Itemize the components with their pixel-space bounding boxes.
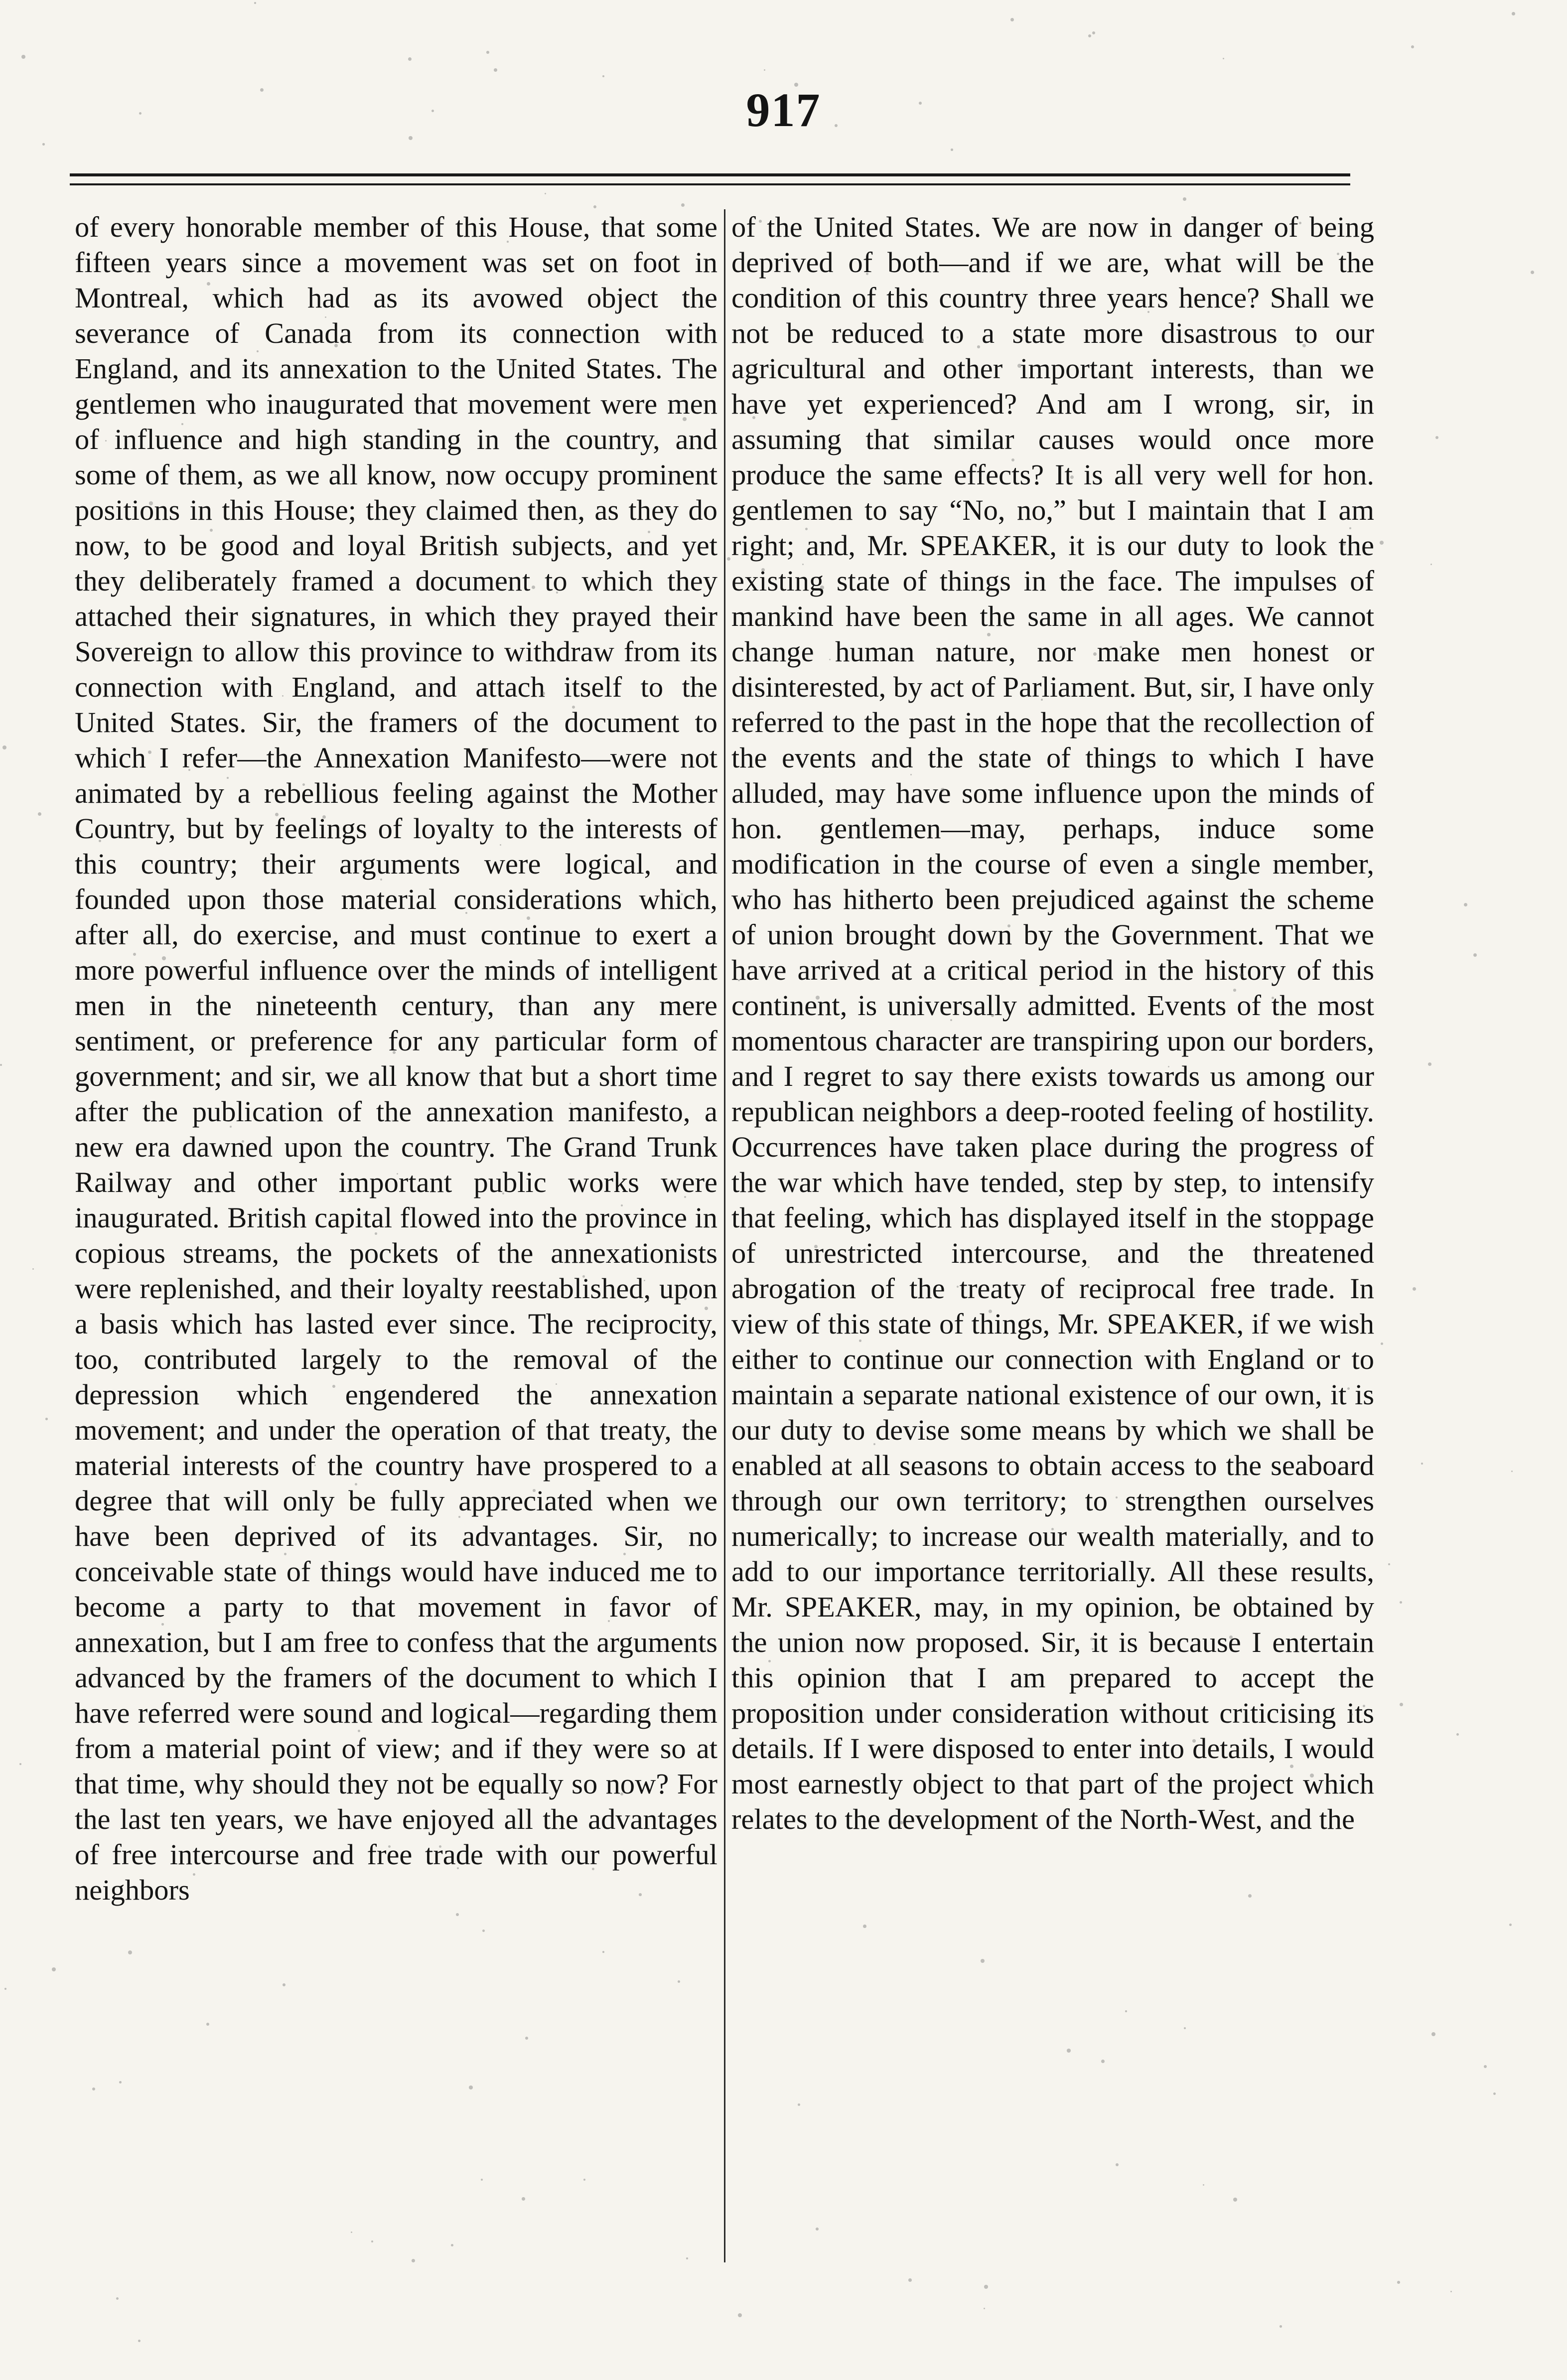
- paper-speck: [128, 1950, 132, 1954]
- paper-speck: [727, 557, 730, 561]
- paper-speck: [681, 203, 685, 207]
- paper-speck: [764, 69, 765, 71]
- paper-speck: [203, 1674, 206, 1677]
- paper-speck: [507, 241, 509, 243]
- paper-speck: [1092, 31, 1095, 34]
- paper-speck: [1261, 1580, 1263, 1582]
- paper-speck: [752, 1083, 754, 1084]
- paper-speck: [977, 345, 980, 348]
- paper-speck: [1421, 1463, 1423, 1465]
- right-column: [731, 209, 1374, 2277]
- paper-speck: [859, 1339, 861, 1342]
- paper-speck: [479, 1016, 481, 1018]
- paper-speck: [1233, 2198, 1237, 2202]
- left-column-text: of every honorable member of this House, that some fifteen years since a movement was set on foot in Montreal, which had as its avowed object the severance of Canada from its connection with England, and its annexation to the United States. The gentlemen who inaugurated that movement were men of influence and high standing in the country, and some of them, as we all know, now occupy prominent positions in this House; they claimed then, as they do now, to be good and loyal British subjects, and yet they deliberately framed a document to which they attached their signatures, in which they prayed their Sovereign to allow this province to withdraw from its connection with England, and attach itself to the United States. Sir, the framers of the document to which I refer—the Annexation Manifesto—were not animated by a rebellious feeling against the Mother Country, but by feelings of loyalty to the interests of this country; their arguments were logical, and founded upon those material considerations which, after all, do exercise, and must continue to exert a more powerful influence over the minds of intelligent men in the nineteenth century, than any mere sentiment, or preference for any particular form of government; and sir, we all know that but a short time after the publication of the annexation manifesto, a new era dawned upon the country. The Grand Trunk Railway and other important public works were inaugurated. British capital flowed into the province in copious streams, the pockets of the annexationists were replenished, and their loyalty reestablished, upon a basis which has lasted ever since. The reciprocity, too, contributed largely to the removal of the depression which engendered the annexation movement; and under the operation of that treaty, the material interests of the country have prospered to a degree that will only be fully appreciated when we have been deprived of its advantages. Sir, no conceivable state of things would have induced me to become a party to that movement in favor of annexation, but I am free to confess that the arguments advanced by the framers of the document to which I have referred were sound and logical—regarding them from a material point of view; and if they were so at that time, why should they not be equally so now? For the last ten years, we have enjoyed all the advantages of free intercourse and free trade with our powerful neighbors: [75, 211, 717, 1906]
- paper-speck: [593, 205, 596, 208]
- paper-speck: [1070, 475, 1074, 479]
- paper-speck: [738, 979, 740, 981]
- paper-speck: [1531, 271, 1534, 274]
- paper-speck: [148, 750, 151, 754]
- paper-speck: [556, 592, 558, 594]
- paper-speck: [522, 2197, 525, 2201]
- paper-speck: [623, 1553, 626, 1555]
- paper-speck: [103, 939, 106, 942]
- paper-speck: [1240, 973, 1244, 977]
- paper-speck: [1413, 1287, 1416, 1291]
- paper-speck: [761, 568, 765, 572]
- paper-speck: [1016, 1359, 1019, 1361]
- paper-speck: [19, 1763, 21, 1765]
- paper-speck: [814, 1245, 818, 1248]
- paper-speck: [45, 1418, 48, 1420]
- paper-speck: [1380, 541, 1384, 545]
- paper-speck: [1233, 989, 1236, 992]
- page-number: 917: [746, 83, 821, 137]
- paper-speck: [855, 1217, 859, 1221]
- paper-speck: [162, 956, 166, 960]
- paper-speck: [332, 1385, 335, 1388]
- paper-speck: [527, 916, 530, 920]
- paper-speck: [254, 2, 256, 4]
- paper-speck: [32, 1268, 34, 1270]
- paper-speck: [109, 381, 111, 383]
- paper-speck: [1290, 1765, 1293, 1768]
- paper-speck: [805, 528, 808, 530]
- right-column-text: of the United States. We are now in danger of being deprived of both—and if we are, what will be the condition of this country three years hence? Shall we not be reduced to a state more disastrous to our agricultural and other important interests, than we have yet experienced? And am I wrong, sir, in assuming that similar causes would once more produce the same effects? It is all very well for hon. gentlemen to say “No, no,” but I maintain that I am right; and, Mr. SPEAKER, it is our duty to look the existing state of things in the face. The impulses of mankind have been the same in all ages. We cannot change human nature, nor make men honest or disinterested, by act of Parliament. But, sir, I have only referred to the past in the hope that the recollection of the events and the state of things to which I have alluded, may have some influence upon the minds of hon. gentlemen—may, perhaps, induce some modification in the course of even a single member, who has hitherto been prejudiced against the scheme of union brought down by the Government. That we have arrived at a critical period in the history of this continent, is universally admitted. Events of the most momentous character are transpiring upon our borders, and I regret to say there exists towards us among our republican neighbors a deep-rooted feeling of hostility. Occurrences have taken place during the progress of the war which have tended, step by step, to intensify that feeling, which has displayed itself in the stoppage of unrestricted intercourse, and the threatened abrogation of the treaty of reciprocal free trade. In view of this state of things, Mr. SPEAKER, if we wish either to continue our connection with England or to maintain a separate national existence of our own, it is our duty to devise some means by which we shall be enabled at all seasons to obtain access to the seaboard through our own territory; to strengthen ourselves numerically; to increase our wealth materially, and to add to our importance territorially. All these results, Mr. SPEAKER, may, in my opinion, be obtained by the union now proposed. Sir, it is because I entertain this opinion that I am prepared to accept the proposition under consideration without criticising its details. If I were disposed to enter into details, I would most earnestly object to that part of the project which relates to the development of the North-West, and the: [731, 211, 1374, 1835]
- paper-speck: [494, 68, 497, 72]
- paper-speck: [322, 815, 326, 819]
- paper-speck: [259, 440, 263, 444]
- paper-speck: [469, 2085, 473, 2089]
- paper-speck: [42, 143, 45, 146]
- paper-speck: [181, 1678, 185, 1682]
- paper-speck: [1310, 1774, 1314, 1778]
- paper-speck: [820, 586, 824, 590]
- paper-speck: [1349, 527, 1351, 529]
- paper-speck: [119, 2081, 122, 2083]
- paper-speck: [409, 136, 413, 140]
- paper-speck: [1509, 1924, 1512, 1926]
- paper-speck: [752, 416, 755, 419]
- paper-speck: [486, 51, 489, 54]
- paper-speck: [1183, 197, 1186, 201]
- paper-speck: [1450, 2291, 1452, 2292]
- paper-speck: [1456, 1733, 1459, 1736]
- paper-speck: [908, 2278, 912, 2282]
- paper-speck: [639, 1893, 642, 1896]
- paper-speck: [458, 1516, 460, 1518]
- paper-speck: [794, 83, 798, 87]
- paper-speck: [1090, 1637, 1093, 1640]
- paper-speck: [510, 363, 513, 366]
- paper-speck: [412, 2259, 415, 2262]
- paper-speck: [1428, 1062, 1431, 1066]
- paper-speck: [941, 788, 945, 792]
- column-divider: [724, 209, 725, 2262]
- paper-speck: [1493, 2092, 1496, 2095]
- paper-speck: [1229, 1353, 1231, 1355]
- paper-speck: [1350, 1713, 1353, 1716]
- paper-speck: [920, 338, 924, 342]
- paper-speck: [984, 2308, 985, 2309]
- paper-speck: [502, 1035, 506, 1039]
- paper-speck: [2, 745, 6, 749]
- paper-speck: [525, 2037, 528, 2040]
- paper-speck: [1067, 2049, 1071, 2053]
- paper-speck: [1208, 1186, 1212, 1190]
- paper-speck: [375, 1232, 377, 1235]
- paper-speck: [121, 1424, 124, 1427]
- paper-speck: [1223, 58, 1224, 59]
- paper-speck: [1512, 12, 1515, 15]
- paper-speck: [863, 1925, 866, 1928]
- paper-speck: [545, 193, 546, 194]
- paper-speck: [991, 1014, 994, 1017]
- paper-speck: [1007, 924, 1010, 927]
- paper-speck: [314, 1465, 316, 1466]
- paper-speck: [1473, 953, 1477, 957]
- paper-speck: [1192, 1739, 1196, 1743]
- paper-speck: [149, 501, 153, 505]
- paper-speck: [21, 55, 25, 59]
- paper-speck: [284, 1553, 286, 1555]
- paper-speck: [1397, 2281, 1400, 2284]
- paper-speck: [542, 692, 545, 695]
- paper-speck: [602, 75, 604, 77]
- paper-speck: [981, 1959, 985, 1963]
- paper-speck: [0, 1064, 2, 1066]
- paper-speck: [738, 2313, 742, 2317]
- paper-speck: [647, 1300, 649, 1302]
- paper-speck: [161, 1623, 164, 1626]
- paper-speck: [159, 1071, 163, 1074]
- paper-speck: [431, 1568, 434, 1572]
- paper-speck: [816, 996, 820, 1000]
- paper-speck: [1088, 34, 1091, 37]
- paper-speck: [816, 2228, 819, 2231]
- paper-speck: [408, 57, 412, 61]
- paper-speck: [283, 1983, 285, 1986]
- paper-speck: [207, 282, 210, 286]
- header-rule-secondary: [70, 183, 1350, 185]
- paper-speck: [1229, 1636, 1233, 1639]
- paper-speck: [52, 1967, 56, 1971]
- paper-speck: [984, 2285, 988, 2289]
- paper-speck: [4, 1988, 6, 1990]
- paper-speck: [227, 777, 229, 779]
- paper-speck: [1411, 45, 1414, 48]
- paper-speck: [38, 812, 41, 816]
- paper-speck: [450, 368, 453, 371]
- paper-speck: [620, 1792, 623, 1795]
- paper-speck: [602, 1951, 604, 1953]
- paper-speck: [1092, 1648, 1094, 1650]
- paper-speck: [583, 2179, 585, 2181]
- paper-speck: [683, 417, 687, 421]
- paper-speck: [987, 633, 991, 636]
- paper-speck: [1435, 436, 1438, 439]
- paper-speck: [1511, 1471, 1513, 1472]
- paper-speck: [392, 1120, 394, 1122]
- paper-speck: [1101, 2060, 1105, 2063]
- paper-speck: [1400, 1703, 1403, 1706]
- paper-speck: [1044, 1284, 1047, 1287]
- paper-speck: [1484, 2065, 1487, 2068]
- paper-speck: [1010, 18, 1014, 21]
- paper-speck: [705, 1307, 708, 1310]
- paper-speck: [138, 2340, 141, 2342]
- paper-speck: [1400, 1601, 1402, 1604]
- paper-speck: [274, 294, 278, 298]
- paper-speck: [1017, 364, 1021, 368]
- paper-speck: [688, 549, 692, 553]
- paper-speck: [686, 2257, 688, 2259]
- paper-speck: [502, 1192, 504, 1194]
- paper-speck: [426, 1154, 427, 1156]
- paper-speck: [1431, 2032, 1435, 2036]
- paper-speck: [1272, 997, 1274, 999]
- paper-speck: [1093, 652, 1097, 656]
- paper-speck: [1041, 699, 1043, 701]
- paper-speck: [1381, 1342, 1383, 1345]
- paper-speck: [358, 1730, 360, 1732]
- left-column: [75, 209, 717, 2277]
- paper-speck: [456, 1913, 459, 1916]
- paper-speck: [989, 1310, 992, 1313]
- header-rule: [70, 173, 1350, 176]
- paper-speck: [302, 783, 305, 786]
- paper-speck: [925, 934, 929, 938]
- paper-speck: [181, 423, 183, 425]
- paper-speck: [1430, 564, 1432, 565]
- paper-speck: [900, 1821, 903, 1824]
- paper-speck: [1388, 1563, 1390, 1565]
- paper-speck: [1464, 903, 1467, 906]
- paper-speck: [1299, 222, 1301, 224]
- paper-speck: [951, 149, 953, 151]
- paper-speck: [116, 2297, 119, 2300]
- paper-speck: [418, 1396, 421, 1398]
- paper-speck: [1125, 2010, 1127, 2012]
- paper-speck: [533, 1489, 536, 1492]
- paper-speck: [1280, 2325, 1282, 2328]
- paper-speck: [543, 827, 547, 830]
- paper-speck: [755, 968, 757, 970]
